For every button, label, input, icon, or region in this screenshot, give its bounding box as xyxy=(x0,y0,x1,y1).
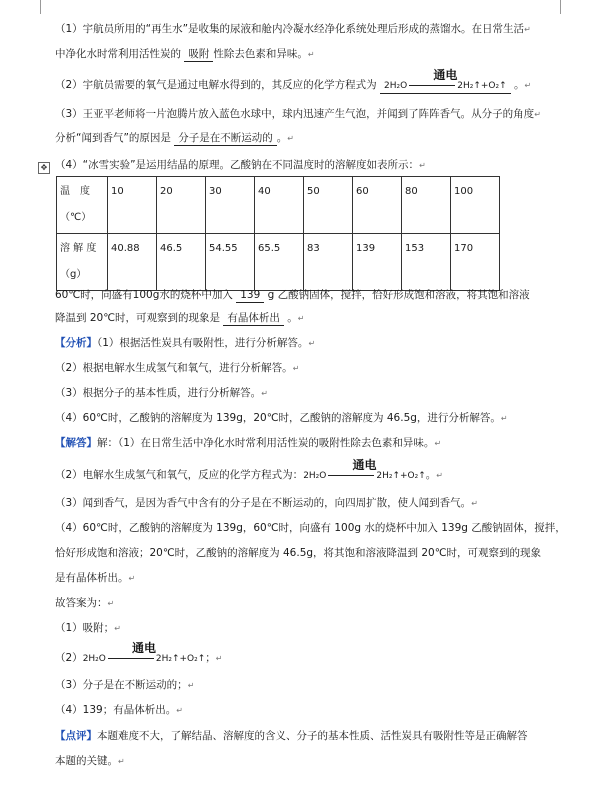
final-a1: （1）吸附；↵ xyxy=(55,622,121,634)
final-equation: 通电 2H₂O 2H₂↑+O₂↑ xyxy=(82,641,206,664)
table-cell-label: 溶 解 度 （g） xyxy=(57,234,108,291)
q1-line1: （1）宇航员所用的“再生水”是收集的尿液和舱内冷凝水经净化系统处理后形成的蒸馏水。在日常生活↵ xyxy=(55,23,531,35)
table-row-solubility xyxy=(57,234,500,291)
q2-line: （2）宇航员需要的氧气是通过电解水得到的，其反应的化学方程式为 通电 2H₂O 2H₂↑+O₂↑ 。↵ xyxy=(55,78,531,94)
q1-line2: 中净化水时常利用活性炭的 吸附 性除去色素和异味。↵ xyxy=(55,48,315,60)
table-cell: 83 xyxy=(304,234,353,291)
q4-after-line2: 降温到 20℃时，可观察到的现象是 有晶体析出 。↵ xyxy=(55,312,305,324)
q3-line1: （3）王亚平老师将一片泡腾片放入蓝色水球中，球内迅速产生气泡，并闻到了阵阵香气。从分子的角度↵ xyxy=(55,108,541,120)
q3-answer: 分子是在不断运动的 xyxy=(174,131,277,146)
table-cell: 80 xyxy=(402,177,451,234)
table-cell: 46.5 xyxy=(157,234,206,291)
final-a4: （4）139；有晶体析出。↵ xyxy=(55,704,183,716)
answer-line5: 恰好形成饱和溶液；20℃时，乙酸钠的溶解度为 46.5g，将其饱和溶液降温到 20℃时，可观察到的现象 xyxy=(55,547,542,559)
table-cell: 60 xyxy=(353,177,402,234)
analysis-line4: （4）60℃时，乙酸钠的溶解度为 139g，20℃时，乙酸钠的溶解度为 46.5g，进行分析解答。↵ xyxy=(55,412,508,424)
table-cell: 170 xyxy=(451,234,500,291)
table-cell: 50 xyxy=(304,177,353,234)
q2-equation: 通电 2H₂O 2H₂↑+O₂↑ xyxy=(380,79,511,94)
answer-line2: （2）电解水生成氢气和氧气，反应的化学方程式为： 通电 2H₂O 2H₂↑+O₂↑。↵ xyxy=(55,458,443,481)
analysis-line3: （3）根据分子的基本性质，进行分析解答。↵ xyxy=(55,387,268,399)
answer-equation: 通电 2H₂O 2H₂↑+O₂↑ xyxy=(303,458,426,481)
q4-intro: （4）“冰雪实验”是运用结晶的原理。乙酸钠在不同温度时的溶解度如表所示：↵ xyxy=(55,159,426,171)
table-cell: 65.5 xyxy=(255,234,304,291)
table-cell: 40.88 xyxy=(108,234,157,291)
page-corner-mark xyxy=(560,0,575,14)
q4-answer-phenomenon: 有晶体析出 xyxy=(223,311,284,326)
q4-after-line1: 60℃时，向盛有100g水的烧杯中加入 139 g 乙酸钠固体，搅拌，恰好形成饱和溶液，将其饱和溶液 xyxy=(55,289,530,301)
table-cell: 139 xyxy=(353,234,402,291)
table-move-handle-icon[interactable]: ✥ xyxy=(38,162,50,174)
page-corner-mark xyxy=(26,0,41,14)
final-a3: （3）分子是在不断运动的；↵ xyxy=(55,679,195,691)
table-cell: 100 xyxy=(451,177,500,234)
q1-answer: 吸附 xyxy=(184,47,213,62)
answer-line4: （4）60℃时，乙酸钠的溶解度为 139g，60℃时，向盛有 100g 水的烧杯中加入 139g 乙酸钠固体，搅拌， xyxy=(55,522,566,534)
table-cell: 40 xyxy=(255,177,304,234)
table-cell: 153 xyxy=(402,234,451,291)
table-row-temperature xyxy=(57,177,500,234)
answer-line1: 【解答】解：（1）在日常生活中净化水时常利用活性炭的吸附性除去色素和异味。↵ xyxy=(55,437,442,449)
analysis-line2: （2）根据电解水生成氢气和氧气，进行分析解答。↵ xyxy=(55,362,300,374)
q4-answer-mass: 139 xyxy=(236,288,264,303)
table-cell-label: 温 度 （℃） xyxy=(57,177,108,234)
comment-line2: 本题的关键。↵ xyxy=(55,755,125,767)
answer-line6: 是有晶体析出。↵ xyxy=(55,572,136,584)
table-cell: 54.55 xyxy=(206,234,255,291)
answer-line3: （3）闻到香气，是因为香气中含有的分子是在不断运动的，向四周扩散，使人闻到香气。↵ xyxy=(55,497,478,509)
solubility-table xyxy=(56,176,500,291)
q3-line2: 分析“闻到香气”的原因是 分子是在不断运动的 。↵ xyxy=(55,132,294,144)
final-a2: （2） 通电 2H₂O 2H₂↑+O₂↑；↵ xyxy=(55,641,223,664)
final-intro: 故答案为：↵ xyxy=(55,597,115,609)
table-cell: 30 xyxy=(206,177,255,234)
table-cell: 10 xyxy=(108,177,157,234)
table-cell: 20 xyxy=(157,177,206,234)
comment-line1: 【点评】本题难度不大，了解结晶、溶解度的含义、分子的基本性质、活性炭具有吸附性等是正确解答 xyxy=(55,730,528,742)
analysis-line1: 【分析】（1）根据活性炭具有吸附性，进行分析解答。↵ xyxy=(55,337,316,349)
